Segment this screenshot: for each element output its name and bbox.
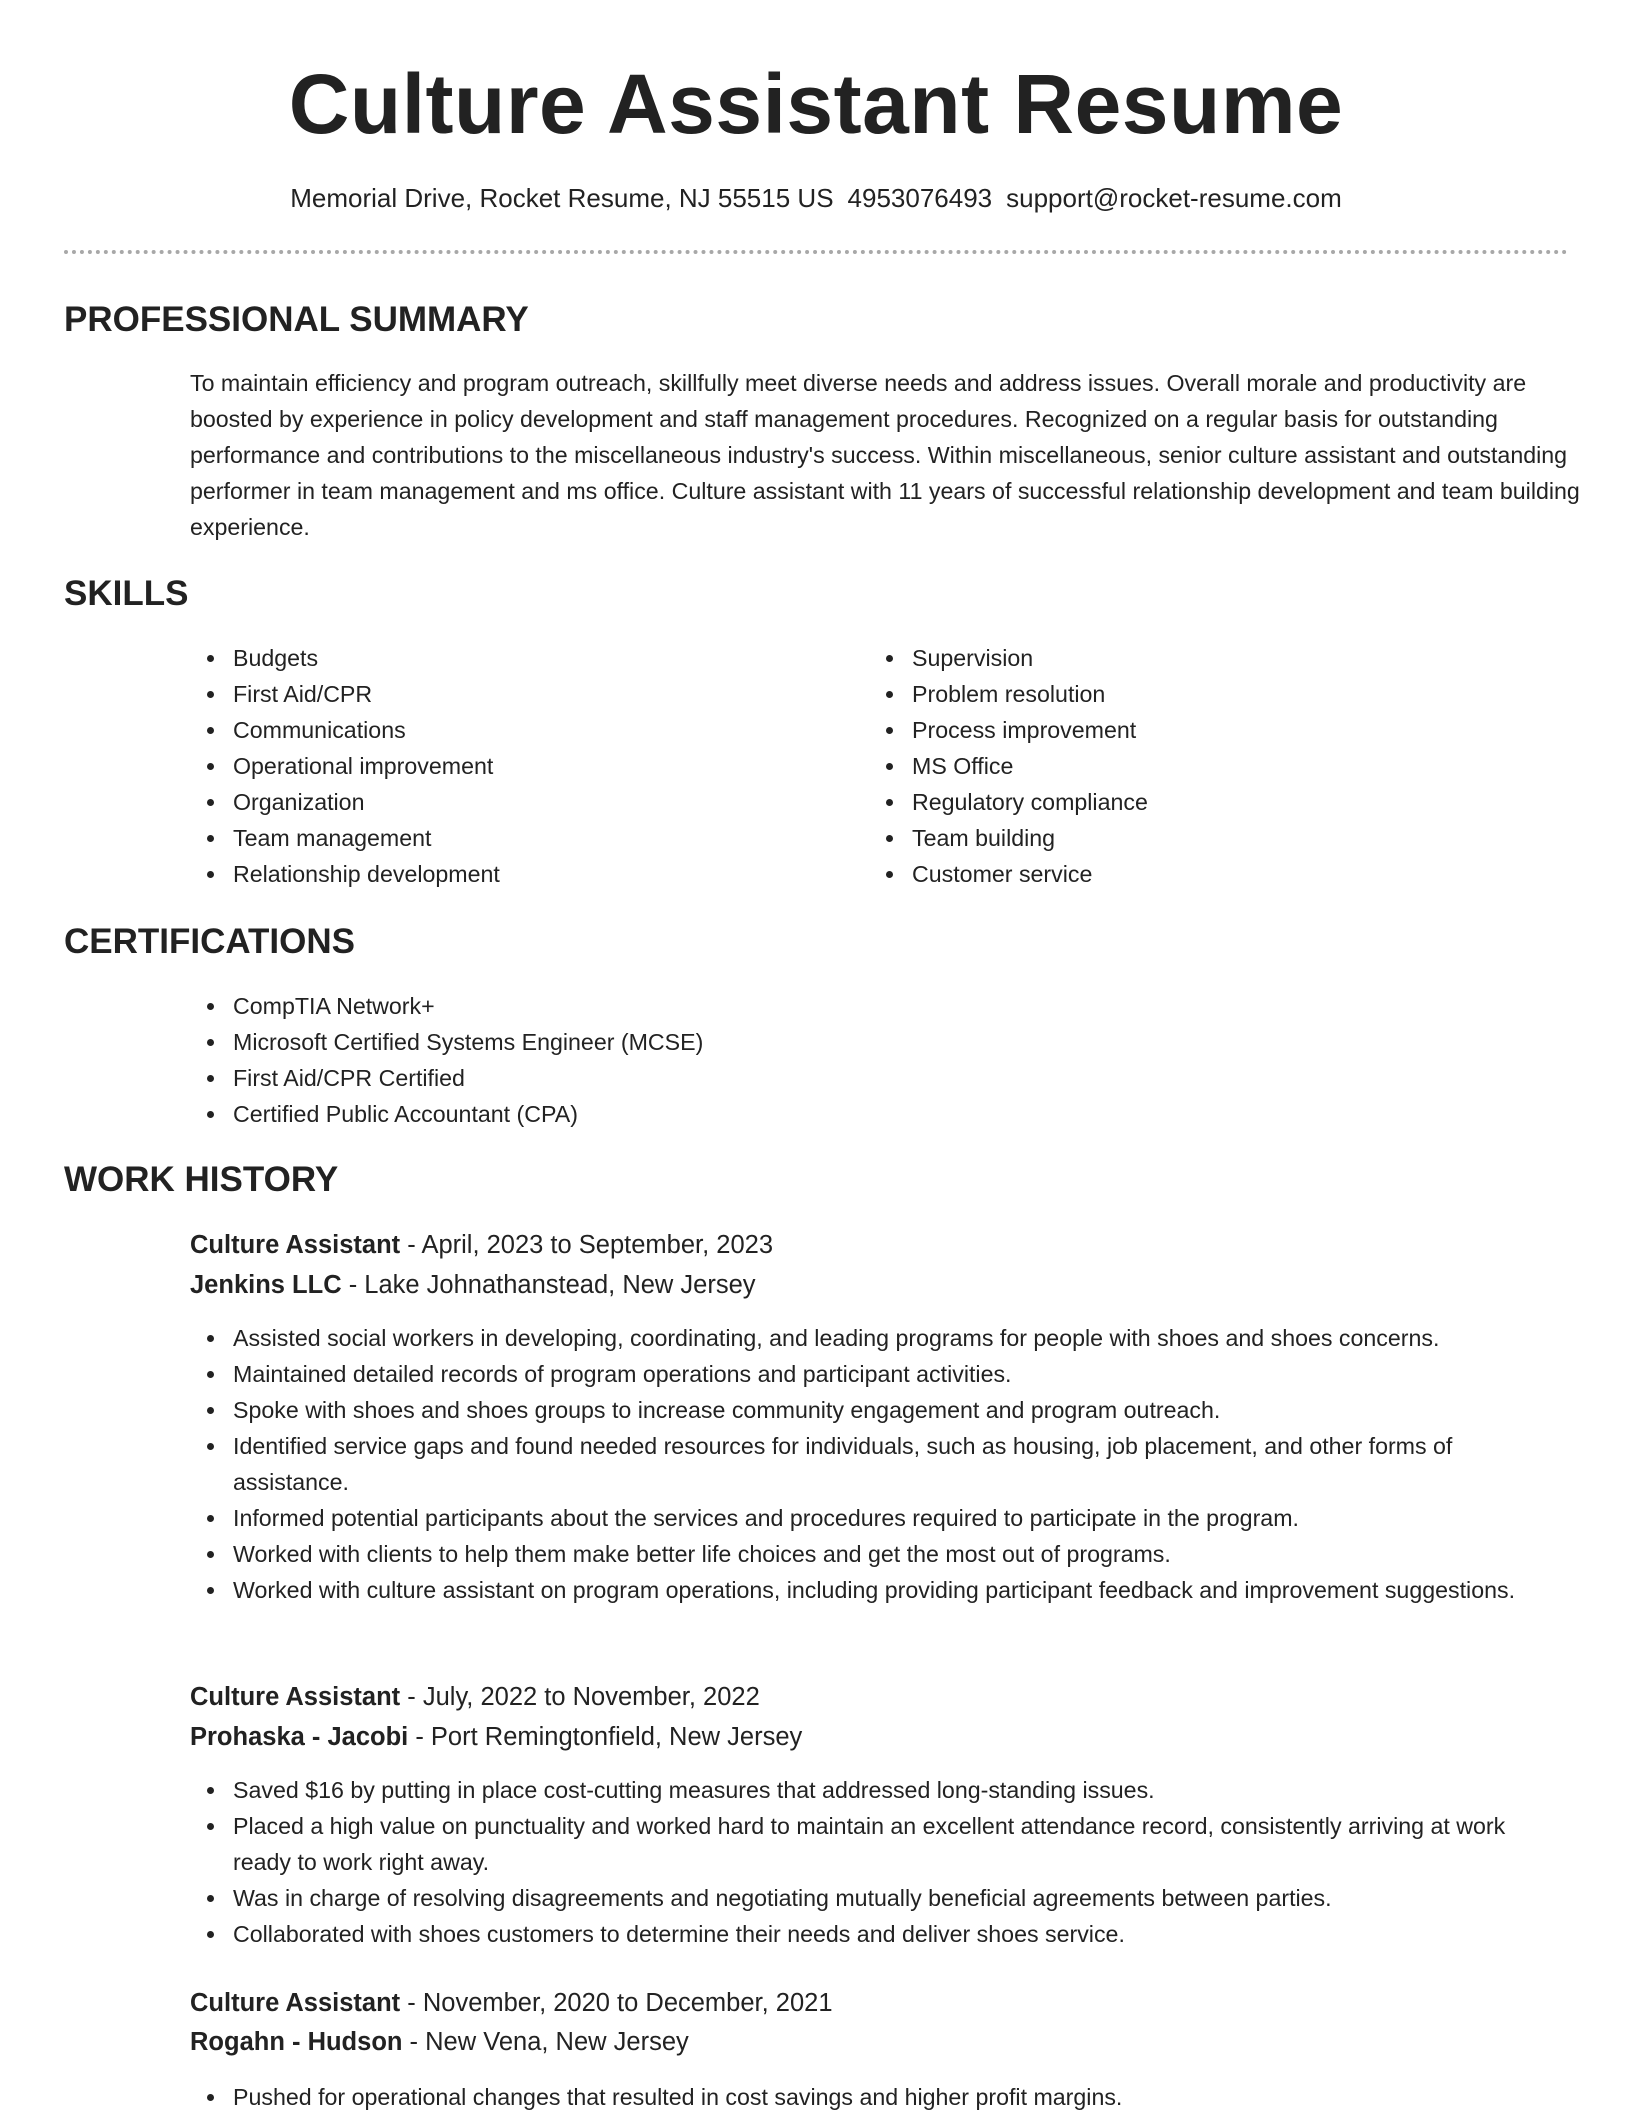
contact-phone: 4953076493 (847, 183, 993, 213)
job-location: - Lake Johnathanstead, New Jersey (341, 1271, 756, 1299)
job-title: Culture Assistant (190, 1989, 401, 2017)
job-company: Jenkins LLC (190, 1271, 342, 1299)
certifications-heading: CERTIFICATIONS (64, 922, 356, 961)
contact-email: support@rocket-resume.com (1006, 183, 1342, 213)
list-item: Team building (869, 820, 1509, 856)
job-dates: - July, 2022 to November, 2022 (400, 1683, 760, 1711)
job-company: Prohaska - Jacobi (190, 1723, 409, 1751)
list-item: Customer service (869, 856, 1509, 892)
resume-title: Culture Assistant Resume (288, 57, 1344, 151)
job-title-line (190, 1679, 760, 1715)
job-dates: - November, 2020 to December, 2021 (400, 1989, 833, 2017)
list-item: Microsoft Certified Systems Engineer (MCSE) (190, 1024, 1390, 1060)
skills-list-left (190, 640, 830, 892)
list-item: Certified Public Accountant (CPA) (190, 1096, 1390, 1132)
list-item: Was in charge of resolving disagreements and negotiating mutually beneficial agreements between parties. (190, 1880, 1550, 1916)
list-item: Process improvement (869, 712, 1509, 748)
job-bullets (190, 2079, 1550, 2115)
header-divider (64, 250, 1568, 254)
job-location: - Port Remingtonfield, New Jersey (408, 1723, 803, 1751)
list-item: First Aid/CPR Certified (190, 1060, 1390, 1096)
job-title: Culture Assistant (190, 1231, 401, 1259)
list-item: Operational improvement (190, 748, 830, 784)
list-item: Supervision (869, 640, 1509, 676)
summary-heading: PROFESSIONAL SUMMARY (64, 300, 529, 339)
list-item: Assisted social workers in developing, coordinating, and leading programs for people with shoes and shoes concerns. (190, 1320, 1550, 1356)
certifications-list (190, 988, 1390, 1132)
list-item: Collaborated with shoes customers to determine their needs and deliver shoes service. (190, 1916, 1550, 1952)
list-item: Organization (190, 784, 830, 820)
job-company: Rogahn - Hudson (190, 2028, 403, 2056)
list-item: Spoke with shoes and shoes groups to increase community engagement and program outreach. (190, 1392, 1550, 1428)
job-title: Culture Assistant (190, 1683, 401, 1711)
work-history-heading: WORK HISTORY (64, 1160, 339, 1199)
list-item: Saved $16 by putting in place cost-cutting measures that addressed long-standing issues. (190, 1772, 1550, 1808)
list-item: Relationship development (190, 856, 830, 892)
job-dates: - April, 2023 to September, 2023 (400, 1231, 774, 1259)
list-item: Regulatory compliance (869, 784, 1509, 820)
job-location: - New Vena, New Jersey (402, 2028, 689, 2056)
list-item: MS Office (869, 748, 1509, 784)
job-bullets (190, 1772, 1550, 1952)
list-item: Budgets (190, 640, 830, 676)
list-item: CompTIA Network+ (190, 988, 1390, 1024)
summary-text: To maintain efficiency and program outreach, skillfully meet diverse needs and address issues. Overall morale and productivity are boosted by experience in policy development and staff management procedures. Recognized on a regular basis for outstanding performance and contributions to the miscellaneous industry's success. Within miscellaneous, senior culture assistant and outstanding performer in team management and ms office. Culture assistant with 11 years of successful relationship development and team building experience. (190, 370, 1580, 540)
list-item: Identified service gaps and found needed resources for individuals, such as housing, job placement, and other forms of assistance. (190, 1428, 1550, 1500)
list-item: Worked with culture assistant on program operations, including providing participant feedback and improvement suggestions. (190, 1572, 1550, 1608)
list-item: First Aid/CPR (190, 676, 830, 712)
list-item: Problem resolution (869, 676, 1509, 712)
job-company-line (190, 2024, 689, 2060)
contact-address: Memorial Drive, Rocket Resume, NJ 55515 US (290, 183, 834, 213)
list-item: Team management (190, 820, 830, 856)
contact-line (0, 180, 1632, 216)
list-item: Worked with clients to help them make better life choices and get the most out of programs. (190, 1536, 1550, 1572)
list-item: Placed a high value on punctuality and worked hard to maintain an excellent attendance record, consistently arriving at work ready to work right away. (190, 1808, 1550, 1880)
job-company-line (190, 1719, 802, 1755)
job-title-line (190, 1985, 833, 2021)
list-item: Communications (190, 712, 830, 748)
skills-heading: SKILLS (64, 574, 189, 613)
job-company-line (190, 1267, 756, 1303)
job-title-line (190, 1227, 773, 1263)
list-item: Maintained detailed records of program operations and participant activities. (190, 1356, 1550, 1392)
list-item: Informed potential participants about the services and procedures required to participate in the program. (190, 1500, 1550, 1536)
job-bullets (190, 1320, 1550, 1608)
skills-list-right (869, 640, 1509, 892)
list-item: Pushed for operational changes that resulted in cost savings and higher profit margins. (190, 2079, 1550, 2115)
